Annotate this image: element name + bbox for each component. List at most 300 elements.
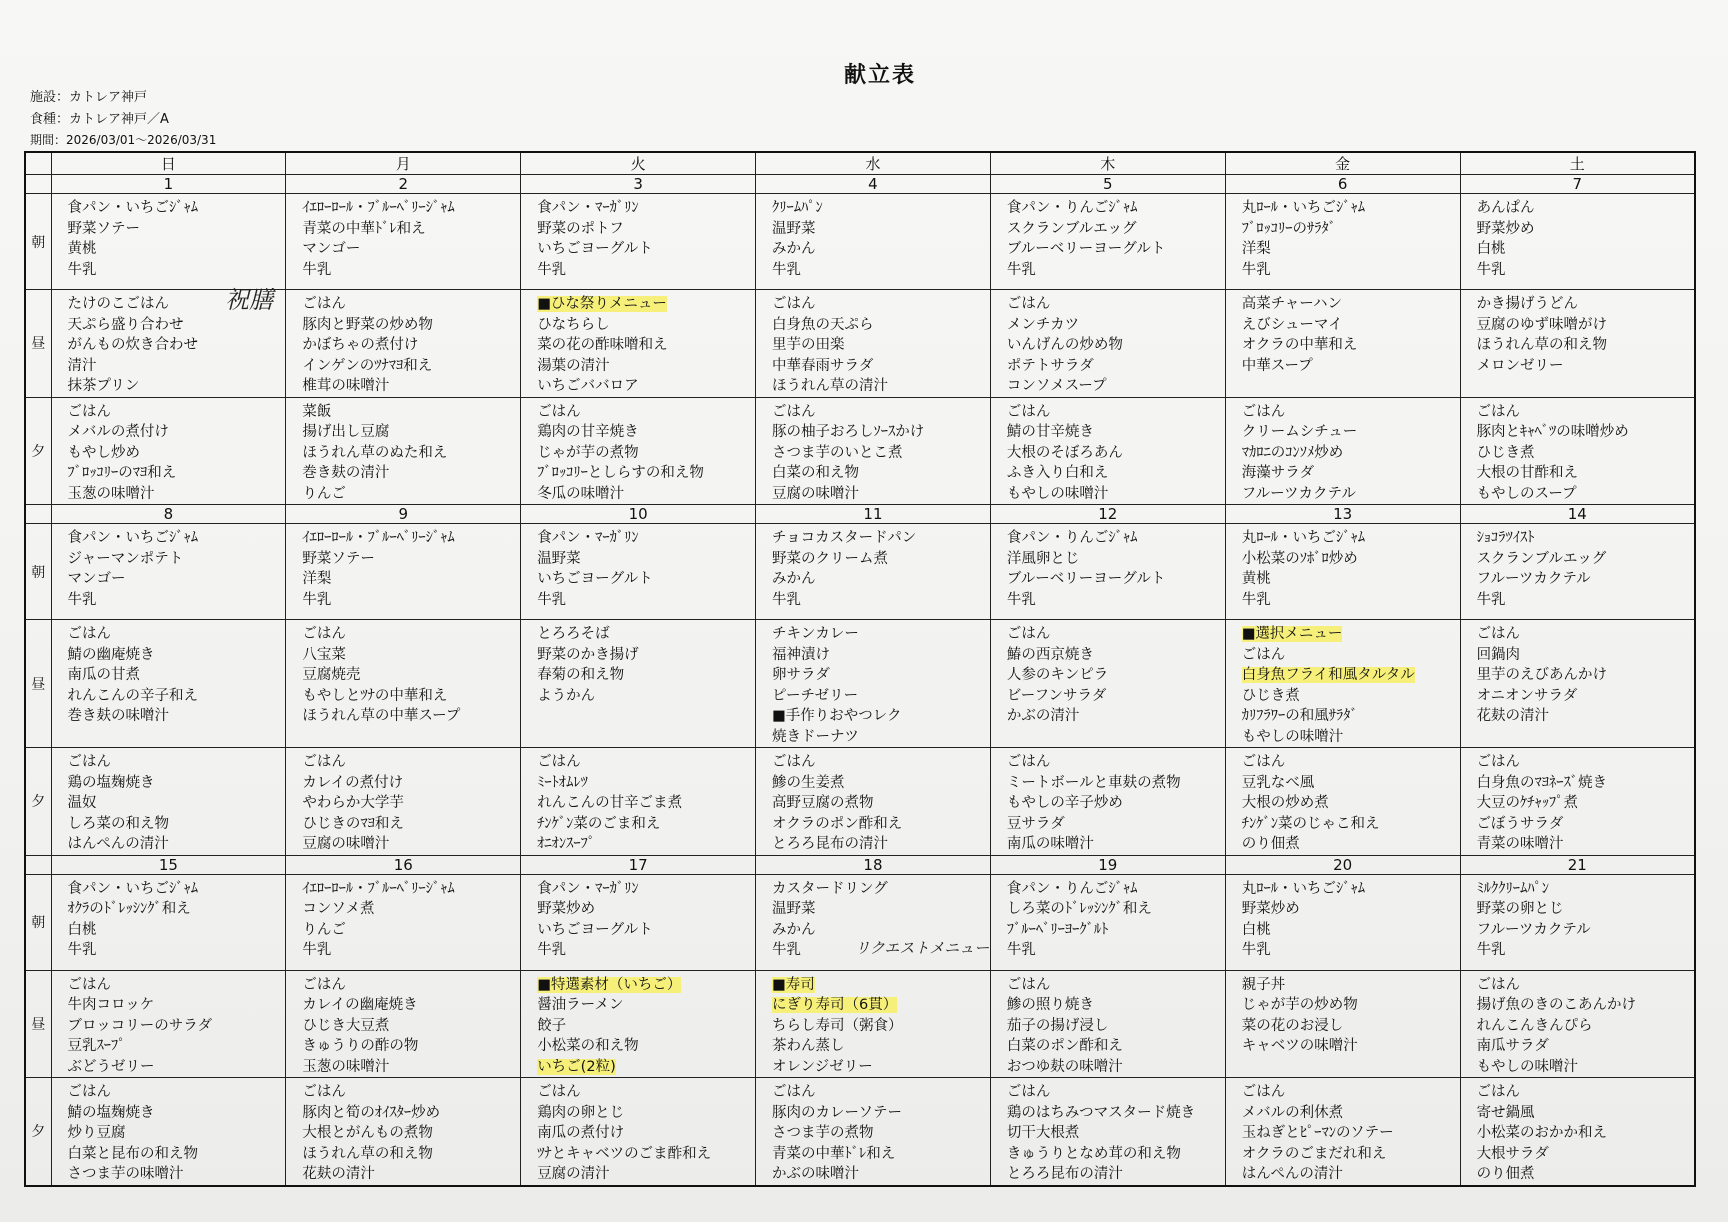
menu-item: 豆腐の味噌汁 [772, 485, 860, 502]
menu-item: 茄子の揚げ浸し [1006, 1017, 1109, 1034]
menu-item: 野菜炒め [537, 901, 596, 917]
menu-item: 豆腐の清汁 [537, 1166, 610, 1182]
menu-item: ほうれん草の清汁 [772, 378, 889, 394]
menu-item: ﾌﾞﾛｯｺﾘｰとしらすの和え物 [537, 465, 704, 481]
menu-item [1242, 665, 1460, 686]
menu-item: チョコカスタードパン [772, 530, 917, 546]
menu-item: やわらか大学芋 [302, 795, 404, 811]
menu-item: 青菜の中華ﾄﾞﾚ和え [772, 1145, 896, 1162]
dinner-row [25, 748, 1695, 856]
menu-item: 鯖の甘辛焼き [1006, 424, 1094, 440]
menu-item: 醤油ラーメン [537, 997, 624, 1013]
menu-item: のり佃煮 [1241, 836, 1300, 852]
lunch-cell [521, 970, 756, 1078]
menu-item: ごはん [1241, 403, 1286, 420]
meal-label: 夕 [25, 1078, 51, 1186]
menu-item: 南瓜の煮付け [537, 1125, 625, 1141]
menu-item: マンゴー [67, 571, 126, 587]
menu-item: メバルの煮付け [67, 424, 169, 440]
breakfast-cell [521, 874, 756, 970]
menu-item: ジャーマンポテト [67, 550, 184, 567]
menu-item: ごはん [772, 1084, 816, 1100]
breakfast-cell [1225, 194, 1460, 290]
menu-item: 切干大根煮 [1006, 1125, 1080, 1141]
menu-item: ごはん [302, 1084, 346, 1100]
breakfast-cell [1460, 524, 1695, 620]
breakfast-cell [1460, 874, 1695, 970]
menu-item: 菜飯 [302, 403, 332, 420]
menu-item: 高菜チャーハン [1241, 296, 1343, 312]
menu-item: 牛乳 [772, 261, 802, 278]
menu-item: 牛乳 [302, 261, 332, 278]
breakfast-cell [1460, 194, 1695, 290]
highlighted-menu-item: ■ひな祭りメニュー [537, 296, 667, 312]
menu-item: 食パン・りんごｼﾞｬﾑ [1006, 880, 1138, 897]
menu-item: 豆乳なべ風 [1241, 774, 1315, 791]
menu-item: 焼きドーナツ [772, 728, 859, 745]
menu-item: ごはん [1006, 626, 1051, 642]
lunch-cell [286, 620, 521, 748]
menu-item: 鶏のはちみつマスタード焼き [1006, 1104, 1196, 1121]
day-number: 21 [1460, 855, 1695, 874]
dinner-cell [1460, 397, 1695, 505]
day-number: 1 [51, 175, 286, 194]
menu-item: ﾌﾞﾛｯｺﾘｰのｻﾗﾀﾞ [1241, 220, 1336, 237]
menu-item: 食パン・いちごｼﾞｬﾑ [67, 880, 198, 897]
menu-item: 八宝菜 [302, 646, 346, 663]
menu-item: 椎茸の味噌汁 [302, 378, 390, 394]
day-number: 17 [521, 855, 756, 874]
menu-item: スクランブルエッグ [1476, 550, 1607, 567]
menu-item: 鶏肉の甘辛焼き [537, 424, 639, 440]
menu-item: 牛乳 [67, 942, 97, 958]
menu-item: ごはん [1006, 403, 1051, 420]
menu-item: もやしの味噌汁 [1241, 728, 1344, 745]
menu-item: 牛乳 [1241, 261, 1271, 278]
menu-item: ひじき煮 [1241, 687, 1300, 704]
menu-item: 温野菜 [772, 901, 816, 917]
menu-item: 豚肉とｷｬﾍﾞﾂの味噌炒め [1476, 424, 1629, 440]
meal-type-label: 食種：カトレア神戸／A [30, 112, 169, 127]
breakfast-cell [990, 524, 1225, 620]
menu-item: ﾁﾝｹﾞﾝ菜のじゃこ和え [1241, 815, 1380, 832]
menu-item: もやしの辛子炒め [1006, 795, 1123, 811]
menu-item: 野菜炒め [1476, 220, 1535, 237]
menu-item: 野菜のかき揚げ [537, 646, 639, 663]
menu-item: ごはん [537, 754, 581, 770]
day-number: 4 [756, 175, 991, 194]
menu-item: 豆乳ｽｰﾌﾟ [67, 1038, 126, 1054]
breakfast-cell [51, 524, 286, 620]
menu-item: 牛乳 [67, 261, 97, 278]
menu-item: ごはん [537, 1084, 581, 1100]
menu-item: 豆腐焼売 [302, 667, 361, 683]
lunch-cell [990, 970, 1225, 1078]
menu-item: 牛乳 [772, 591, 802, 608]
day-number: 16 [286, 855, 521, 874]
menu-item [537, 975, 755, 996]
menu-item: ほうれん草の和え物 [1476, 337, 1608, 353]
menu-item: 抹茶プリン [67, 378, 140, 394]
menu-item: さつま芋の煮物 [772, 1125, 874, 1141]
menu-item: 黄桃 [1241, 571, 1271, 587]
lunch-cell [286, 970, 521, 1078]
menu-item: ごはん [772, 403, 816, 420]
menu-item: ごはん [1476, 754, 1521, 770]
menu-item: 小松菜のｿﾎﾞﾛ炒め [1241, 550, 1358, 567]
menu-item: 中華スープ [1241, 357, 1313, 374]
day-number: 10 [521, 505, 756, 524]
menu-item: ごはん [67, 626, 111, 642]
menu-item: じゃが芋の炒め物 [1241, 997, 1358, 1013]
menu-item: 丸ﾛｰﾙ・いちごｼﾞｬﾑ [1241, 880, 1365, 897]
day-number: 15 [51, 855, 286, 874]
dinner-cell [51, 1078, 286, 1186]
lunch-cell [990, 290, 1225, 398]
lunch-cell [286, 290, 521, 398]
menu-item: 食パン・いちごｼﾞｬﾑ [67, 200, 198, 216]
breakfast-cell [286, 874, 521, 970]
menu-item: ごはん [1476, 626, 1521, 642]
menu-item: ごはん [772, 754, 816, 770]
menu-item: もやしの味噌汁 [1006, 485, 1109, 502]
menu-item: ﾂﾅとキャベツのごま酢和え [537, 1145, 712, 1162]
menu-item: がんもの炊き合わせ [67, 337, 198, 353]
menu-item: さつま芋の味噌汁 [67, 1166, 184, 1182]
menu-item: ごはん [67, 754, 111, 770]
lunch-cell [51, 970, 286, 1078]
facility-label: 施設：カトレア神戸 [30, 90, 148, 105]
menu-item: メンチカツ [1006, 316, 1080, 333]
menu-item: ブルーベリーヨーグルト [1006, 571, 1166, 587]
menu-item [537, 294, 755, 315]
menu-item: はんぺんの清汁 [67, 836, 169, 852]
day-number: 2 [286, 175, 521, 194]
dinner-cell [1225, 1078, 1460, 1186]
menu-item: カレイの煮付け [302, 774, 404, 791]
meal-label: 夕 [25, 748, 51, 856]
menu-item: 天ぷら盛り合わせ [67, 316, 184, 333]
menu-item: 菜の花の酢味噌和え [537, 337, 668, 353]
page-title: 献立表 [843, 63, 916, 88]
menu-item: ｸﾘｰﾑﾊﾟﾝ [772, 200, 823, 216]
weekday-wed: 水 [756, 152, 991, 175]
menu-item: さつま芋のいとこ煮 [772, 444, 903, 461]
menu-item: しろ菜のﾄﾞﾚｯｼﾝｸﾞ和え [1006, 901, 1152, 917]
menu-item: 洋梨 [1241, 241, 1271, 257]
lunch-cell [1225, 290, 1460, 398]
menu-item: 豆腐の味噌汁 [302, 836, 390, 852]
menu-item: きゅうりとなめ茸の和え物 [1006, 1145, 1181, 1162]
breakfast-cell [1225, 524, 1460, 620]
menu-item: 小松菜のおかか和え [1476, 1125, 1608, 1141]
menu-item: 人参のキンピラ [1006, 667, 1109, 683]
meal-label: 昼 [25, 970, 51, 1078]
menu-item: とろろそば [537, 626, 610, 642]
day-number: 13 [1225, 505, 1460, 524]
day-number: 5 [990, 175, 1225, 194]
highlighted-menu-item: ■寿司 [772, 976, 815, 993]
menu-item: ﾁﾝｹﾞﾝ菜のごま和え [537, 815, 661, 832]
lunch-row [25, 620, 1695, 748]
menu-item: じゃが芋の煮物 [537, 444, 639, 461]
menu-item: 大根とがんもの煮物 [302, 1125, 433, 1141]
lunch-cell [1460, 290, 1695, 398]
lunch-row [25, 970, 1695, 1078]
lunch-cell [756, 290, 991, 398]
menu-item: 春菊の和え物 [537, 667, 625, 683]
menu-item: 炒り豆腐 [67, 1125, 126, 1141]
menu-item: ﾌﾞﾛｯｺﾘｰのﾏﾖ和え [67, 465, 177, 481]
day-number: 7 [1460, 175, 1695, 194]
menu-item: とろろ昆布の清汁 [1006, 1166, 1123, 1182]
menu-item: 黄桃 [67, 241, 97, 257]
menu-item: 湯葉の清汁 [537, 357, 610, 374]
breakfast-cell [756, 524, 991, 620]
menu-item: ﾌﾞﾙｰﾍﾞﾘｰﾖｰｸﾞﾙﾄ [1006, 921, 1109, 938]
menu-item [772, 995, 990, 1016]
handwritten-note-request: リクエストメニュー [855, 939, 990, 957]
menu-item: 豆サラダ [1006, 815, 1065, 832]
menu-item: ごぼうサラダ [1476, 815, 1564, 832]
menu-item: みかん [772, 571, 816, 587]
menu-item: 揚げ魚のきのこあんかけ [1476, 997, 1637, 1013]
menu-item: 大根サラダ [1476, 1145, 1549, 1162]
menu-item: 野菜のポトフ [537, 220, 624, 237]
dinner-cell [521, 397, 756, 505]
menu-item: 白桃 [1476, 241, 1506, 257]
menu-item: ふき入り白和え [1006, 465, 1109, 481]
menu-item: ごはん [772, 296, 816, 312]
lunch-cell [1225, 620, 1460, 748]
menu-item: ミートボールと車麸の煮物 [1006, 774, 1181, 791]
menu-item: 南瓜サラダ [1476, 1038, 1549, 1054]
breakfast-cell [990, 194, 1225, 290]
menu-item: ポテトサラダ [1006, 357, 1094, 374]
menu-item: オニオンサラダ [1476, 687, 1578, 704]
menu-item: 里芋の田楽 [772, 337, 845, 353]
menu-item: ほうれん草の和え物 [302, 1145, 433, 1162]
dinner-cell [756, 1078, 991, 1186]
menu-item: いちごババロア [537, 378, 639, 394]
weekday-thu: 木 [990, 152, 1225, 175]
menu-item: ごはん [302, 754, 346, 770]
menu-item: ひじき煮 [1476, 444, 1535, 461]
menu-item: メバルの利休煮 [1241, 1104, 1344, 1121]
menu-item: ひなちらし [537, 316, 610, 333]
menu-item: 菜の花のお浸し [1241, 1017, 1344, 1034]
menu-item: ｵｸﾗのﾄﾞﾚｯｼﾝｸﾞ和え [67, 901, 191, 917]
dinner-cell [286, 1078, 521, 1186]
menu-item: ごはん [67, 403, 111, 420]
meal-label: 朝 [25, 524, 51, 620]
menu-item: 温野菜 [537, 550, 581, 567]
menu-item [1242, 624, 1460, 645]
menu-item: コンソメ煮 [302, 901, 375, 917]
corner-cell [25, 152, 51, 175]
menu-item: 牛乳 [537, 942, 567, 958]
menu-item: メロンゼリー [1476, 357, 1564, 374]
menu-item: ひじきのﾏﾖ和え [302, 815, 404, 832]
weekday-tue: 火 [521, 152, 756, 175]
day-number: 6 [1225, 175, 1460, 194]
menu-item: 野菜炒め [1241, 901, 1300, 917]
menu-item: いちごヨーグルト [537, 571, 653, 587]
menu-item: 鰆の西京焼き [1006, 646, 1094, 663]
menu-item: 鶏肉の卵とじ [537, 1104, 625, 1121]
lunch-cell [1460, 970, 1695, 1078]
weekday-fri: 金 [1225, 152, 1460, 175]
menu-item: 鯖の塩麹焼き [67, 1104, 155, 1121]
menu-item: ごはん [1476, 1084, 1521, 1100]
menu-item: ごはん [302, 976, 346, 993]
meal-label: 昼 [25, 290, 51, 398]
lunch-cell [756, 970, 991, 1078]
menu-item: 青菜の味噌汁 [1476, 836, 1564, 852]
menu-item: 牛乳 [1241, 591, 1271, 608]
menu-item: 白身魚の天ぷら [772, 316, 874, 333]
menu-table [24, 151, 1696, 1187]
menu-item: ピーチゼリー [772, 687, 859, 704]
menu-item: もやしとﾂﾅの中華和え [302, 687, 448, 704]
menu-item: 青菜の中華ﾄﾞﾚ和え [302, 220, 426, 237]
menu-item: 白菜と昆布の和え物 [67, 1145, 198, 1162]
menu-item: 白身魚のﾏﾖﾈｰｽﾞ焼き [1476, 774, 1608, 791]
menu-item: 洋梨 [302, 571, 332, 587]
menu-item: ﾏｶﾛﾆのｺﾝｿﾒ炒め [1241, 444, 1344, 461]
menu-item: 温奴 [67, 795, 97, 811]
highlighted-menu-item: 白身魚フライ和風タルタル [1241, 667, 1415, 683]
menu-item: 鯖の幽庵焼き [67, 646, 155, 663]
menu-item: ようかん [537, 687, 596, 704]
day-number: 14 [1460, 505, 1695, 524]
breakfast-row [25, 194, 1695, 290]
dinner-cell [990, 748, 1225, 856]
highlighted-menu-item: いちご(2粒) [537, 1058, 616, 1075]
menu-item: 牛乳 [1006, 591, 1036, 608]
menu-item: とろろ昆布の清汁 [772, 836, 889, 852]
menu-item: 牛乳 [537, 261, 567, 278]
menu-item: マンゴー [302, 241, 361, 257]
breakfast-row [25, 524, 1695, 620]
menu-item: ごはん [302, 626, 346, 642]
dinner-cell [1460, 748, 1695, 856]
highlighted-menu-item: ■選択メニュー [1241, 626, 1343, 642]
menu-item: 豚肉と筍のｵｲｽﾀｰ炒め [302, 1104, 441, 1121]
dinner-cell [1225, 397, 1460, 505]
breakfast-cell [286, 194, 521, 290]
menu-item: みかん [772, 921, 816, 938]
menu-item: 豆腐のゆず味噌がけ [1476, 316, 1608, 333]
day-number: 20 [1225, 855, 1460, 874]
menu-item: 大根のそぼろあん [1006, 444, 1123, 461]
weekday-sun: 日 [51, 152, 286, 175]
dinner-row [25, 397, 1695, 505]
highlighted-menu-item: ■特選素材（いちご） [537, 976, 682, 993]
menu-body [25, 175, 1695, 1186]
menu-item: 牛乳 [67, 591, 97, 608]
menu-item: いんげんの炒め物 [1006, 337, 1123, 353]
menu-item: いちごヨーグルト [537, 921, 653, 938]
menu-item: 卵サラダ [772, 667, 830, 683]
menu-item: のり佃煮 [1476, 1166, 1535, 1182]
menu-item: 牛乳 [1476, 261, 1506, 278]
meal-label: 朝 [25, 874, 51, 970]
dinner-cell [990, 397, 1225, 505]
menu-item: 高野豆腐の煮物 [772, 795, 874, 811]
day-number: 11 [756, 505, 991, 524]
dinner-row [25, 1078, 1695, 1186]
breakfast-cell [286, 524, 521, 620]
menu-item: 食パン・ﾏｰｶﾞﾘﾝ [537, 880, 639, 897]
day-number-blank [25, 505, 51, 524]
menu-item: いちごヨーグルト [537, 241, 653, 257]
menu-item: ごはん [1241, 1084, 1286, 1100]
menu-item: 牛乳 [302, 942, 332, 958]
handwritten-note-celebration: 祝膳 [225, 286, 273, 314]
day-number: 9 [286, 505, 521, 524]
menu-item: 牛乳 [1241, 942, 1271, 958]
menu-item: 巻き麸の味噌汁 [67, 708, 169, 724]
menu-item: ごはん [1006, 754, 1051, 770]
menu-item: ｶﾘﾌﾗﾜｰの和風ｻﾗﾀﾞ [1241, 708, 1358, 724]
menu-item: あんぱん [1476, 200, 1535, 216]
dinner-cell [51, 748, 286, 856]
menu-item: 小松菜の和え物 [537, 1038, 639, 1054]
menu-item: ごはん [1006, 976, 1051, 993]
menu-item: ひじき大豆煮 [302, 1017, 390, 1034]
breakfast-cell [756, 194, 991, 290]
meal-label: 昼 [25, 620, 51, 748]
menu-item: 玉葱の味噌汁 [67, 485, 155, 502]
menu-item: オクラの中華和え [1241, 337, 1358, 353]
menu-item: 食パン・ﾏｰｶﾞﾘﾝ [537, 200, 639, 216]
menu-item: キャベツの味噌汁 [1241, 1038, 1358, 1054]
menu-item: 白菜のポン酢和え [1006, 1038, 1123, 1054]
menu-item: コンソメスープ [1006, 378, 1107, 394]
menu-item: 白菜の和え物 [772, 465, 860, 481]
menu-item: 福神漬け [772, 646, 831, 663]
menu-item: ほうれん草の中華スープ [302, 708, 461, 724]
menu-item: 牛乳 [1476, 942, 1506, 958]
menu-item: しろ菜の和え物 [67, 815, 169, 832]
menu-item: 玉葱の味噌汁 [302, 1058, 390, 1075]
breakfast-cell [51, 874, 286, 970]
day-number-row [25, 855, 1695, 874]
menu-item: ﾐﾙｸｸﾘｰﾑﾊﾟﾝ [1476, 880, 1550, 897]
breakfast-cell [521, 524, 756, 620]
lunch-cell [990, 620, 1225, 748]
menu-item: ｲｴﾛｰﾛｰﾙ・ﾌﾞﾙｰﾍﾞﾘｰｼﾞｬﾑ [302, 200, 455, 216]
menu-item: 花麸の清汁 [302, 1166, 375, 1182]
menu-item: ブルーベリーヨーグルト [1006, 241, 1166, 257]
breakfast-cell [990, 874, 1225, 970]
menu-item: 野菜の卵とじ [1476, 901, 1564, 917]
menu-item: 牛乳 [1006, 942, 1036, 958]
day-number: 19 [990, 855, 1225, 874]
menu-item: 食パン・ﾏｰｶﾞﾘﾝ [537, 530, 639, 546]
lunch-row [25, 290, 1695, 398]
menu-item: ごはん [1241, 646, 1286, 663]
menu-item: おつゆ麸の味噌汁 [1006, 1058, 1123, 1075]
breakfast-cell [1225, 874, 1460, 970]
menu-item: 玉ねぎとﾋﾟｰﾏﾝのソテー [1241, 1125, 1394, 1141]
menu-item: 白桃 [1241, 921, 1271, 938]
menu-item: かぶの清汁 [1006, 708, 1080, 724]
period-label: 期間：2026/03/01～2026/03/31 [30, 133, 217, 147]
menu-item: カレイの幽庵焼き [302, 997, 418, 1013]
lunch-cell [521, 620, 756, 748]
